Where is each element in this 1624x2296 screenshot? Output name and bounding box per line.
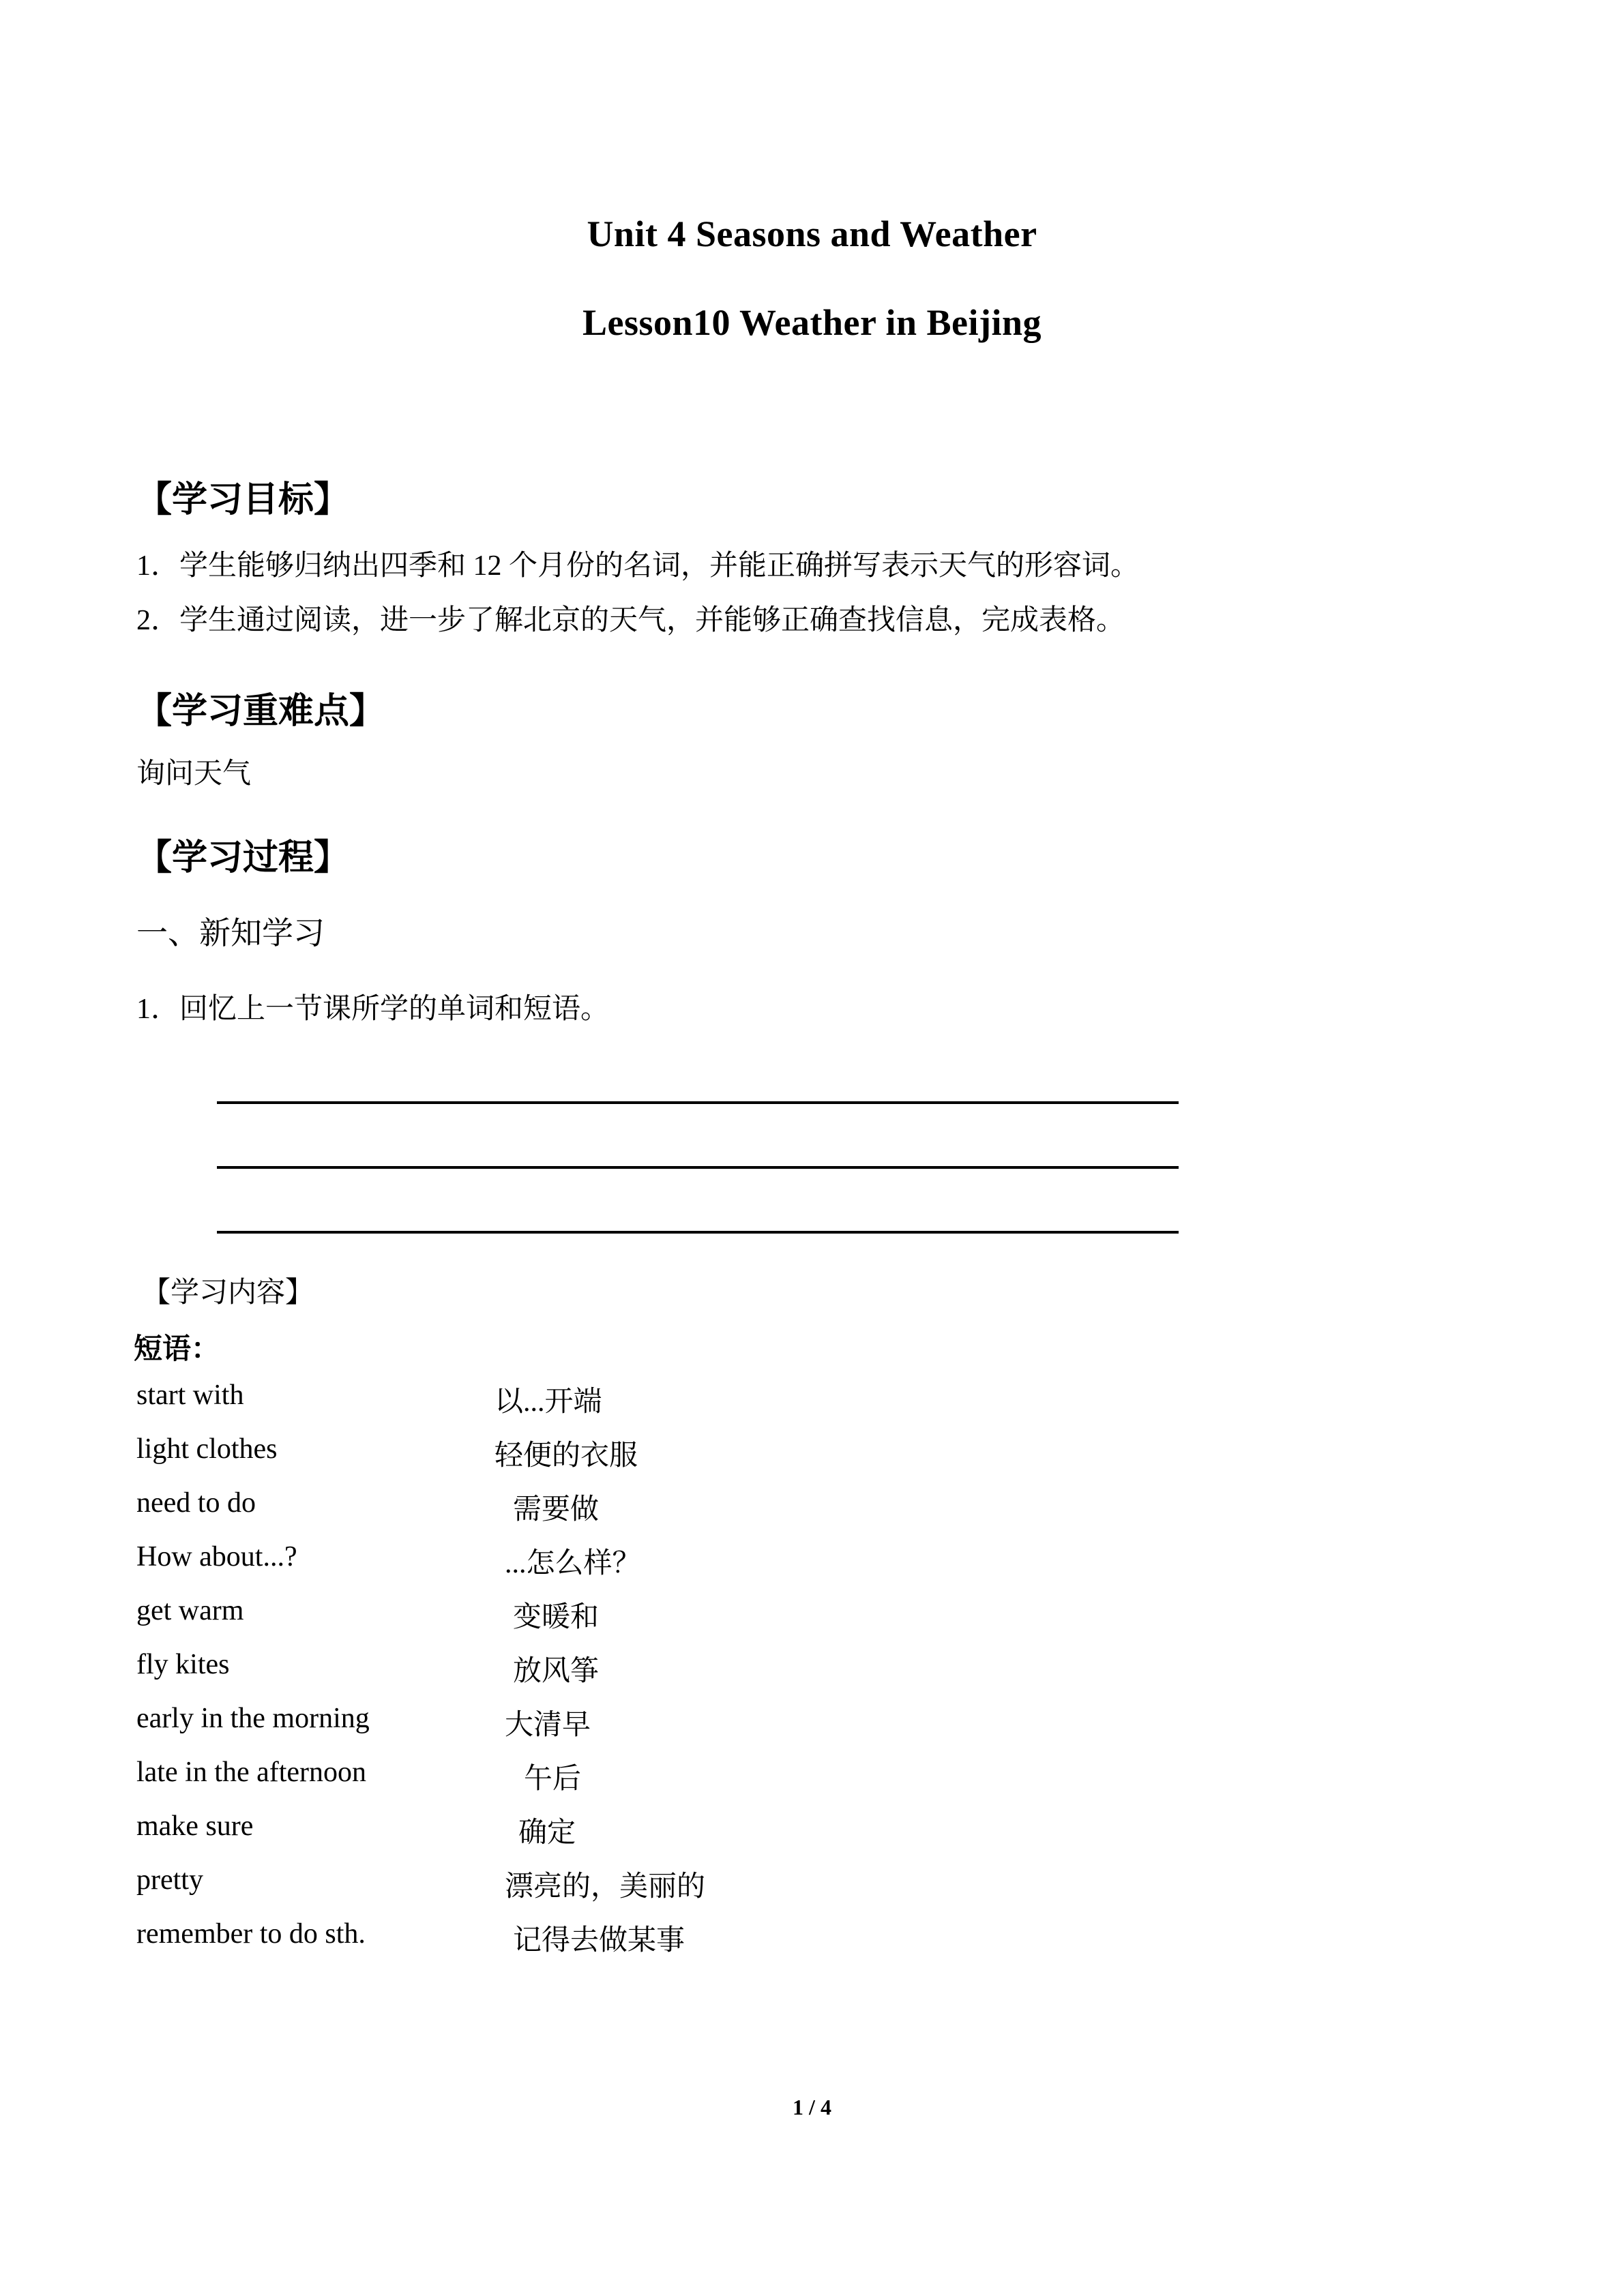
phrase-chinese: ...怎么样？ [505, 1548, 641, 1579]
phrase-english: How about...? [136, 1541, 297, 1572]
task-item-1: 1．回忆上一节课所学的单词和短语。 [136, 994, 610, 1025]
phrase-row [0, 1702, 1624, 1757]
phrase-chinese: 变暖和 [513, 1602, 600, 1633]
phrase-english: late in the afternoon [136, 1757, 367, 1788]
phrase-row [0, 1810, 1624, 1864]
answer-blank-line[interactable] [217, 1231, 1179, 1234]
page-number: 1 / 4 [793, 2095, 831, 2119]
key-points-text: 询问天气 [136, 758, 252, 790]
phrase-english: remember to do sth. [136, 1918, 366, 1950]
phrase-chinese: 记得去做某事 [513, 1925, 685, 1956]
phrase-row [0, 1918, 1624, 1972]
phrase-chinese: 轻便的衣服 [494, 1440, 638, 1472]
heading-key-points: 【学习重难点】 [136, 691, 385, 731]
phrase-row [0, 1433, 1624, 1487]
phrase-english: need to do [136, 1487, 256, 1519]
page-title-unit: Unit 4 Seasons and Weather [587, 213, 1037, 254]
phrase-english: light clothes [136, 1433, 278, 1465]
phrase-chinese: 漂亮的，美丽的 [505, 1871, 706, 1903]
phrase-row [0, 1594, 1624, 1649]
label-phrases: 短语： [134, 1332, 220, 1365]
label-learning-content: 【学习内容】 [142, 1276, 314, 1308]
page-title-lesson: Lesson10 Weather in Beijing [582, 302, 1042, 343]
phrase-english: make sure [136, 1810, 254, 1842]
phrase-english: start with [136, 1380, 244, 1411]
answer-blank-line[interactable] [217, 1166, 1179, 1169]
phrase-chinese: 午后 [524, 1763, 582, 1795]
phrase-row [0, 1540, 1624, 1595]
heading-learning-process: 【学习过程】 [136, 838, 350, 878]
phrase-row [0, 1864, 1624, 1918]
phrase-chinese: 确定 [518, 1817, 576, 1849]
subsection-new-knowledge: 一、新知学习 [136, 916, 325, 951]
phrase-english: fly kites [136, 1649, 230, 1680]
phrase-chinese: 以...开端 [494, 1386, 602, 1418]
phrase-english: pretty [136, 1864, 203, 1896]
objective-item-2: 2．学生通过阅读，进一步了解北京的天气，并能够正确查找信息，完成表格。 [136, 605, 1125, 636]
phrase-chinese: 放风筝 [513, 1656, 600, 1687]
heading-learning-objectives: 【学习目标】 [136, 480, 350, 520]
phrase-english: early in the morning [136, 1703, 370, 1734]
phrase-row [0, 1379, 1624, 1433]
phrase-english: get warm [136, 1595, 244, 1626]
phrase-row [0, 1487, 1624, 1541]
phrase-chinese: 大清早 [505, 1710, 591, 1741]
answer-blank-line[interactable] [217, 1101, 1179, 1104]
objective-item-1: 1．学生能够归纳出四季和 12 个月份的名词，并能正确拼写表示天气的形容词。 [136, 550, 1140, 582]
phrase-row [0, 1756, 1624, 1810]
phrase-chinese: 需要做 [513, 1494, 600, 1525]
phrase-row [0, 1648, 1624, 1703]
